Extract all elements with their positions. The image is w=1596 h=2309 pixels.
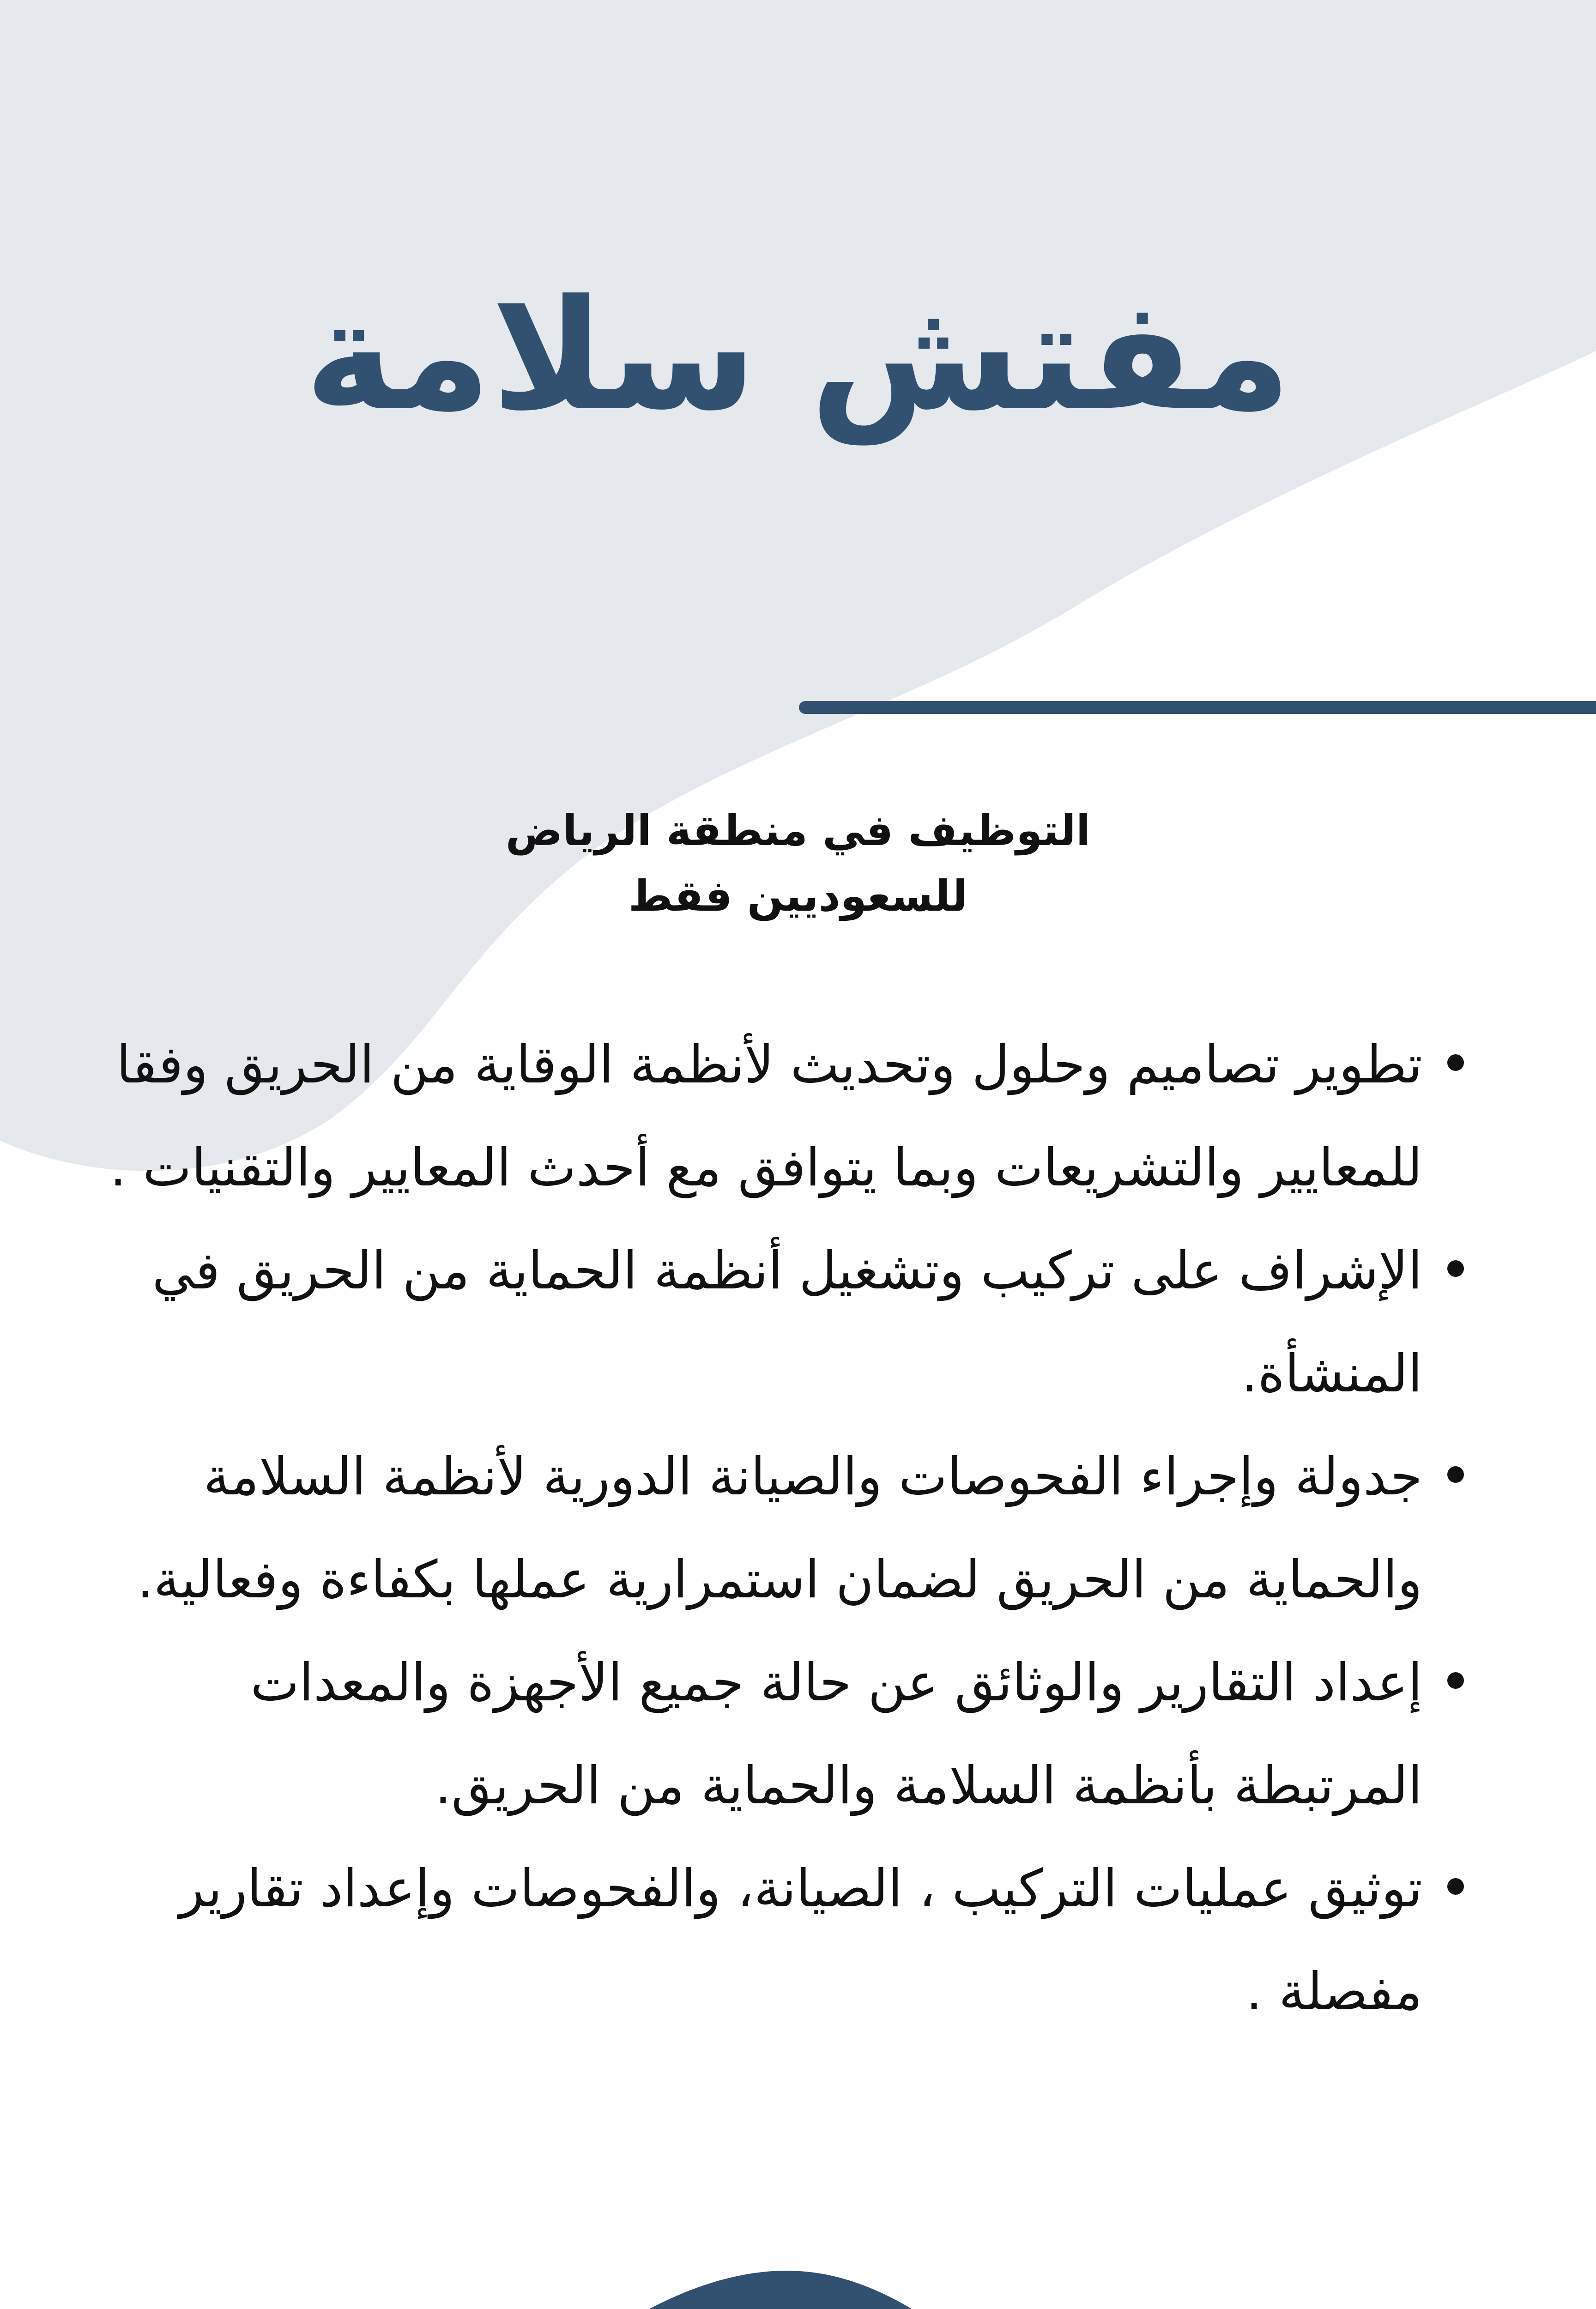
- duty-item: [83, 1838, 1422, 2043]
- duty-text: جدولة وإجراء الفحوصات والصيانة الدورية لأنظمة السلامة والحماية من الحريق لضمان استمرارية عملها بكفاءة وفعالية.: [137, 1447, 1422, 1610]
- page-title: مفتش سلامة: [304, 267, 1292, 444]
- subtitle-line-2: للسعوديين فقط: [628, 871, 968, 921]
- accent-divider: [799, 701, 1596, 714]
- subtitle-line-1: التوظيف في منطقة الرياض: [505, 806, 1091, 855]
- duty-item: [83, 1014, 1422, 1220]
- bullet-icon: [1447, 1054, 1464, 1071]
- duty-item: [83, 1632, 1422, 1838]
- location-subtitle: [369, 798, 1227, 929]
- duty-item: [83, 1426, 1422, 1632]
- bullet-icon: [1447, 1466, 1464, 1483]
- bottom-navy-wave: [0, 2271, 1596, 2309]
- bullet-icon: [1447, 1672, 1464, 1689]
- bullet-icon: [1447, 1878, 1464, 1895]
- duty-text: توثيق عمليات التركيب ، الصيانة، والفحوصات وإعداد تقارير مفصلة .: [179, 1859, 1422, 2022]
- duty-text: إعداد التقارير والوثائق عن حالة جميع الأجهزة والمعدات المرتبطة بأنظمة السلامة والحماية من الحريق.: [250, 1653, 1422, 1816]
- duty-item: [83, 1220, 1422, 1426]
- duties-list: [83, 1014, 1464, 2043]
- bullet-icon: [1447, 1260, 1464, 1277]
- duty-text: الإشراف على تركيب وتشغيل أنظمة الحماية من الحريق في المنشأة.: [152, 1241, 1422, 1404]
- duty-text: تطوير تصاميم وحلول وتحديث لأنظمة الوقاية من الحريق وفقا للمعايير والتشريعات وبما يتوافق مع أحدث المعايير والتقنيات .: [110, 1035, 1422, 1198]
